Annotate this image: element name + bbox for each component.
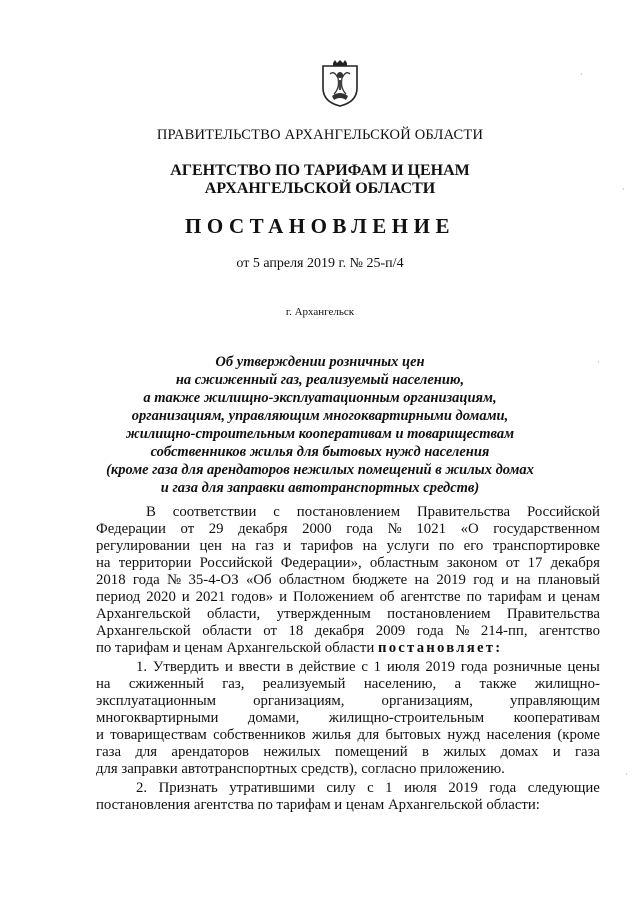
item1-line-2: эксплуатационным организациям, организациям, управляющим: [96, 693, 600, 709]
body-line: [146, 504, 600, 521]
body-line: [96, 555, 600, 572]
item1-line-0: 1. Утвердить и ввести в действие с 1 июля 2019 года розничные цены: [136, 659, 600, 675]
item1-line-1: на сжиженный газ, реализуемый населению, а также жилищно-: [96, 676, 600, 692]
body-line: [96, 797, 600, 814]
body-line: [96, 761, 600, 778]
government-name: ПРАВИТЕЛЬСТВО АРХАНГЕЛЬСКОЙ ОБЛАСТИ: [156, 127, 484, 143]
body-line: [96, 623, 600, 640]
scan-speck: ·: [597, 358, 600, 367]
scan-speck: ·: [580, 70, 583, 79]
resolves-word: постановляет:: [377, 640, 503, 656]
subject-line: организациям, управляющим многоквартирными домами,: [131, 408, 509, 424]
agency-name-line2: АРХАНГЕЛЬСКОЙ ОБЛАСТИ: [204, 180, 436, 197]
subject-line: а также жилищно-эксплуатационным организациям,: [143, 390, 497, 406]
preamble-line-6: Архангельской области, утвержденным постановлением Правительства: [96, 606, 600, 622]
preamble-line-0: В соответствии с постановлением Правительства Российской: [146, 504, 600, 520]
preamble-line-3: на территории Российской Федерации», областным законом от 17 декабря: [96, 555, 600, 571]
preamble-line-7: Архангельской области от 18 декабря 2009 года № 214-пп, агентство: [96, 623, 600, 639]
preamble-last-line: по тарифам и ценам Архангельской области: [96, 640, 375, 656]
item1-line-3: многоквартирными домами, жилищно-строительным кооперативам: [96, 710, 600, 726]
item1-line-4: и товариществам собственников жилья для бытовых нужд населения (кроме: [96, 727, 600, 743]
item2-line-0: 2. Признать утратившими силу с 1 июля 2019 года следующие: [136, 780, 600, 796]
city: г. Архангельск: [285, 306, 355, 318]
body-line: [96, 572, 600, 589]
scan-speck: ·: [622, 185, 625, 194]
body-line: [96, 727, 600, 744]
body-line: [96, 606, 600, 623]
body-line: [96, 744, 600, 761]
body-line: [136, 659, 600, 676]
body-line: [96, 538, 600, 555]
coat-of-arms-icon: [320, 60, 360, 108]
document-type: ПОСТАНОВЛЕНИЕ: [185, 214, 455, 238]
preamble-line-1: Федерации от 29 декабря 2000 года № 1021 «О государственном: [96, 521, 600, 537]
subject-line: жилищно-строительным кооперативам и товариществам: [125, 426, 515, 442]
scan-speck: ·: [625, 770, 628, 779]
subject-line: собственников жилья для бытовых нужд населения: [150, 444, 490, 460]
date-number: от 5 апреля 2019 г. № 25-п/4: [236, 256, 404, 271]
item1-line-5: газа для арендаторов нежилых помещений в жилых домах и газа: [96, 744, 600, 760]
subject-line: Об утверждении розничных цен: [215, 354, 425, 370]
preamble-line-2: регулировании цен на газ и тарифов на услуги по его транспортировке: [96, 538, 600, 554]
body-line: [96, 710, 600, 727]
agency-name-line1: АГЕНТСТВО ПО ТАРИФАМ И ЦЕНАМ: [170, 162, 470, 179]
body-line: [136, 780, 600, 797]
body-line: [96, 693, 600, 710]
body-line: [96, 589, 600, 606]
subject-line: и газа для заправки автотранспортных средств): [160, 480, 480, 496]
preamble-line-4: 2018 года № 35-4-ОЗ «Об областном бюджете на 2019 год и на плановый: [96, 572, 600, 588]
subject-line: на сжиженный газ, реализуемый населению,: [175, 372, 465, 388]
body-line: [96, 521, 600, 538]
item1-line-6: для заправки автотранспортных средств), согласно приложению.: [96, 761, 505, 777]
body-line: [96, 640, 600, 657]
preamble-line-5: период 2020 и 2021 годов» и Положением об агентстве по тарифам и ценам: [96, 589, 600, 605]
item2-line-1: постановления агентства по тарифам и ценам Архангельской области:: [96, 797, 540, 813]
subject-line: (кроме газа для арендаторов нежилых помещений в жилых домах: [106, 462, 534, 478]
body-line: [96, 676, 600, 693]
